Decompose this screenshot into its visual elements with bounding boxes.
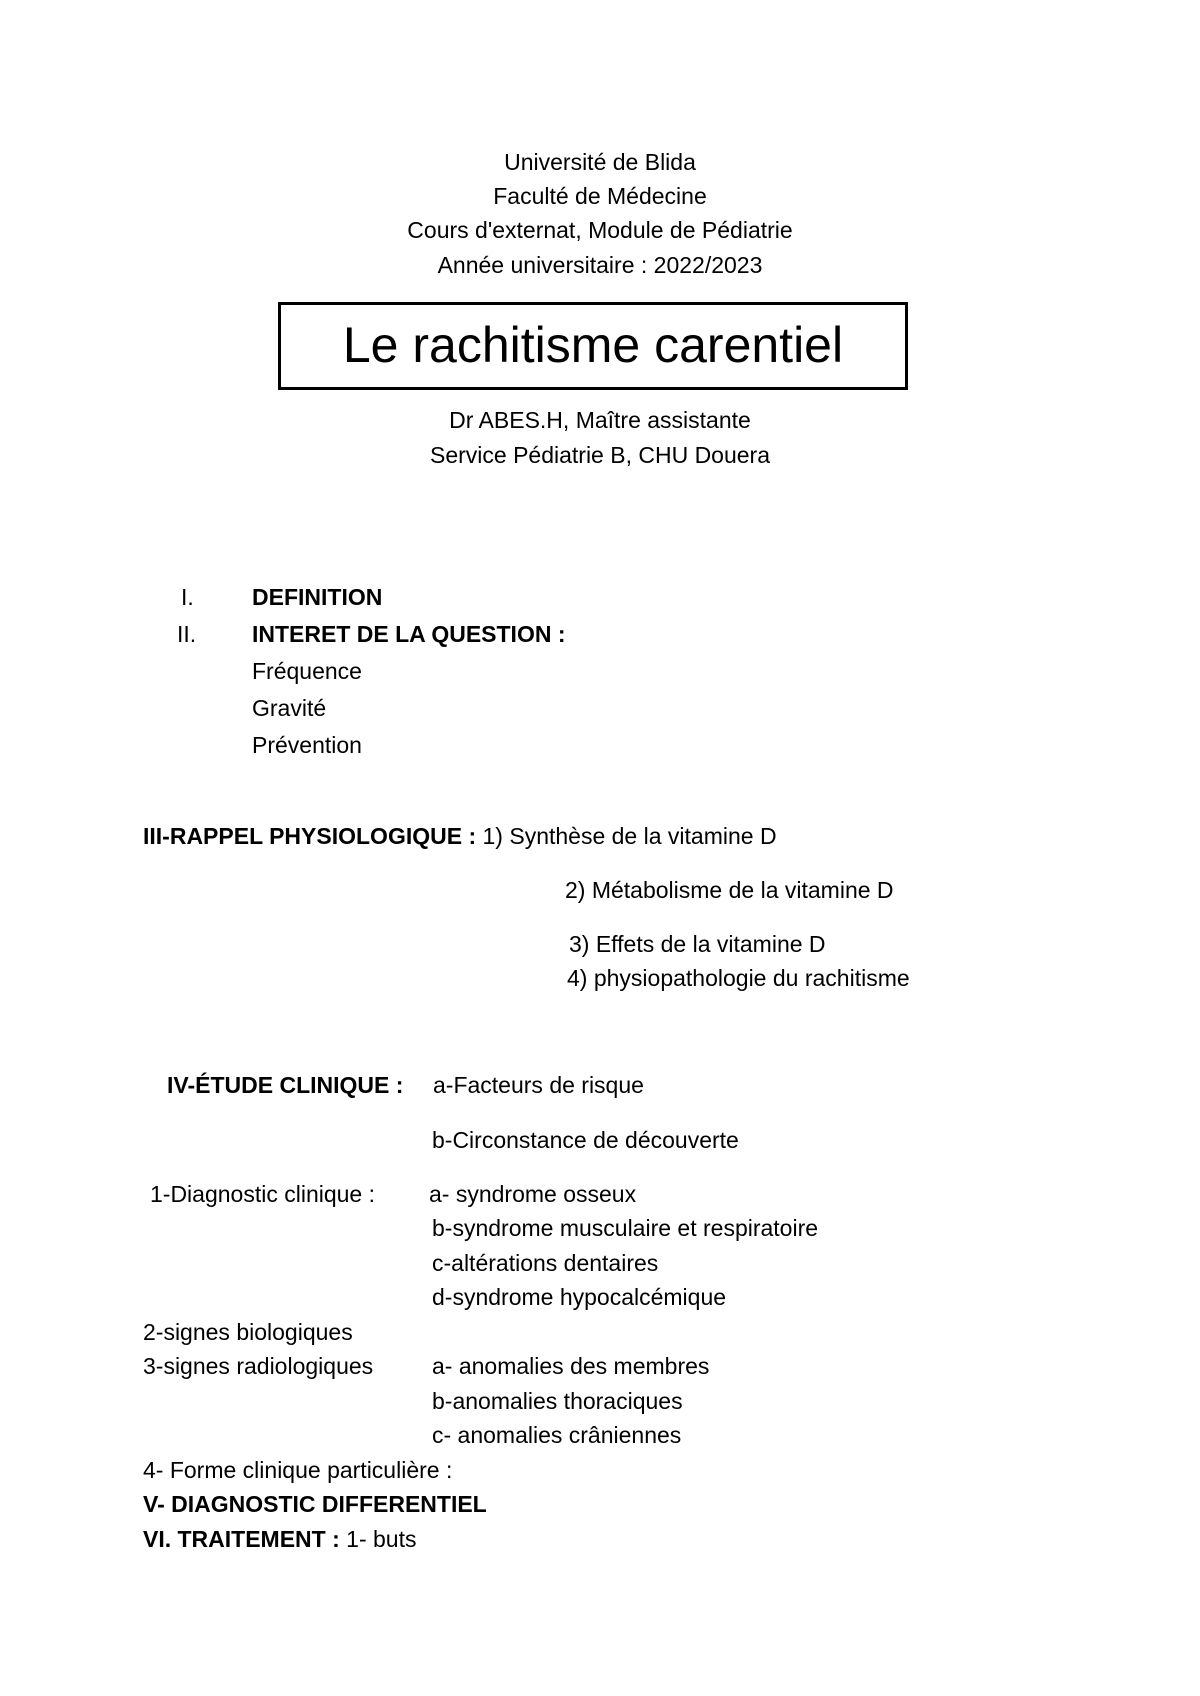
- title-box: [278, 302, 908, 390]
- forme-clinique: 4- Forme clinique particulière :: [143, 1457, 453, 1483]
- section-3-line: [143, 822, 777, 850]
- signes-radiologiques-item: c- anomalies crâniennes: [432, 1422, 682, 1448]
- section-6-heading: VI. TRAITEMENT :: [143, 1526, 340, 1552]
- section-2-item: Prévention: [252, 732, 362, 758]
- signes-radiologiques-label: 3-signes radiologiques: [143, 1353, 374, 1379]
- diagnostic-clinique-item: c-altérations dentaires: [432, 1250, 659, 1276]
- section-3-item: 1) Synthèse de la vitamine D: [482, 823, 777, 849]
- academic-year: Année universitaire : 2022/2023: [437, 252, 763, 278]
- section-2-item: Fréquence: [252, 658, 362, 684]
- author-service: Service Pédiatrie B, CHU Douera: [429, 442, 771, 468]
- diagnostic-clinique-label: 1-Diagnostic clinique :: [150, 1181, 376, 1207]
- diagnostic-clinique-item: a- syndrome osseux: [429, 1181, 637, 1207]
- section-2-heading: INTERET DE LA QUESTION :: [252, 621, 566, 647]
- section-6-line: [143, 1525, 417, 1553]
- diagnostic-clinique-item: d-syndrome hypocalcémique: [432, 1284, 727, 1310]
- section-1-heading: DEFINITION: [252, 584, 383, 610]
- diagnostic-clinique-item: b-syndrome musculaire et respiratoire: [432, 1215, 819, 1241]
- course-name: Cours d'externat, Module de Pédiatrie: [407, 217, 793, 243]
- section-5-heading: V- DIAGNOSTIC DIFFERENTIEL: [143, 1491, 487, 1517]
- signes-biologiques: 2-signes biologiques: [143, 1319, 353, 1345]
- section-3-heading: III-RAPPEL PHYSIOLOGIQUE :: [143, 823, 477, 849]
- section-4-item: a-Facteurs de risque: [433, 1072, 644, 1098]
- signes-radiologiques-item: a- anomalies des membres: [432, 1353, 710, 1379]
- section-1-number: I.: [181, 584, 194, 610]
- section-3-item: 4) physiopathologie du rachitisme: [567, 965, 910, 991]
- section-4-heading: IV-ÉTUDE CLINIQUE :: [167, 1072, 404, 1098]
- document-title: Le rachitisme carentiel: [342, 317, 844, 373]
- section-4-item: b-Circonstance de découverte: [432, 1127, 739, 1153]
- section-2-number: II.: [177, 621, 197, 647]
- author-name: Dr ABES.H, Maître assistante: [449, 407, 751, 433]
- section-6-item: 1- buts: [346, 1526, 417, 1552]
- section-2-item: Gravité: [252, 695, 327, 721]
- university-name: Université de Blida: [504, 149, 696, 175]
- faculty-name: Faculté de Médecine: [493, 183, 707, 209]
- section-3-item: 3) Effets de la vitamine D: [569, 931, 826, 957]
- section-3-item: 2) Métabolisme de la vitamine D: [565, 877, 894, 903]
- signes-radiologiques-item: b-anomalies thoraciques: [432, 1388, 683, 1414]
